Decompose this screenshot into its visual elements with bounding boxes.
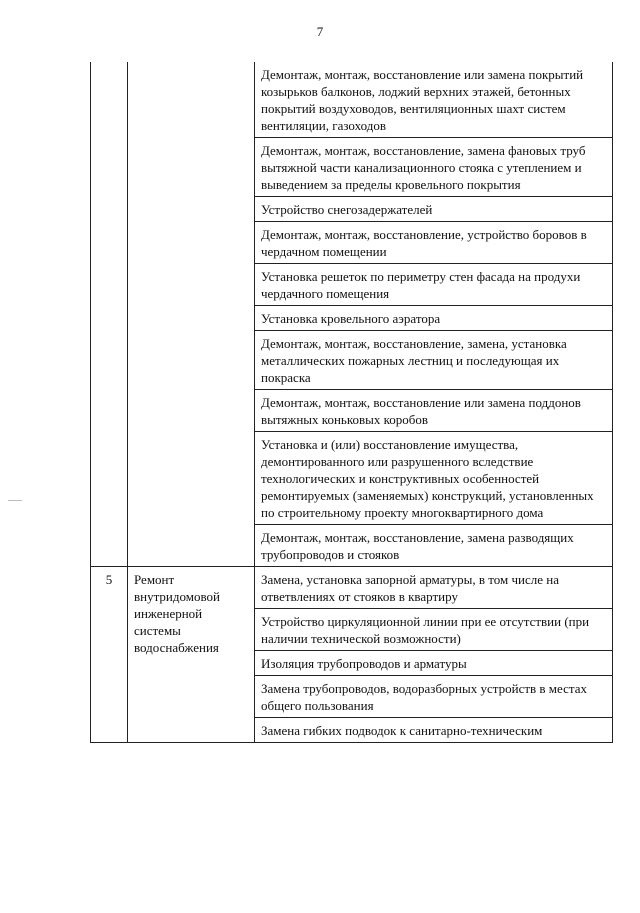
- margin-mark: [8, 500, 22, 501]
- row-number: [91, 222, 128, 264]
- work-description: Замена, установка запорной арматуры, в том числе на ответвлениях от стояков в квартиру: [255, 567, 613, 609]
- system-name: [128, 138, 255, 197]
- table-row: [91, 264, 613, 306]
- work-description: Демонтаж, монтаж, восстановление или замена покрытий козырьков балконов, лоджий верхних этажей, бетонных покрытий воздуховодов, вентиляционных шахт систем вентиляции, газоходов: [255, 62, 613, 138]
- work-description: Демонтаж, монтаж, восстановление, устройство боровов в чердачном помещении: [255, 222, 613, 264]
- system-name: [128, 222, 255, 264]
- row-number: [91, 197, 128, 222]
- system-name: [128, 525, 255, 567]
- table-row: [91, 197, 613, 222]
- system-name: [128, 432, 255, 525]
- row-number: [91, 62, 128, 138]
- row-number: [91, 138, 128, 197]
- table-row: [91, 62, 613, 138]
- table-row: [91, 306, 613, 331]
- system-name: Ремонт внутридомовой инженерной системы водоснабжения: [128, 567, 255, 743]
- work-description: Устройство циркуляционной линии при ее отсутствии (при наличии технической возможности): [255, 609, 613, 651]
- row-number: [91, 331, 128, 390]
- table-row: [91, 390, 613, 432]
- system-name: [128, 62, 255, 138]
- table-row: [91, 222, 613, 264]
- row-number: [91, 390, 128, 432]
- table-row: [91, 432, 613, 525]
- system-name: [128, 264, 255, 306]
- system-name: [128, 390, 255, 432]
- row-number: 5: [91, 567, 128, 743]
- table-row: [91, 331, 613, 390]
- work-description: Установка и (или) восстановление имущества, демонтированного или разрушенного вследствие технологических и конструктивных особенностей ремонтируемых (заменяемых) конструкций, установленных по строительному проекту многоквартирного дома: [255, 432, 613, 525]
- works-table: [90, 62, 613, 743]
- page-number: 7: [316, 24, 324, 39]
- work-description: Установка кровельного аэратора: [255, 306, 613, 331]
- work-description: Устройство снегозадержателей: [255, 197, 613, 222]
- row-number: [91, 432, 128, 525]
- work-description: Установка решеток по периметру стен фасада на продухи чердачного помещения: [255, 264, 613, 306]
- row-number: [91, 264, 128, 306]
- row-number: [91, 525, 128, 567]
- work-description: Демонтаж, монтаж, восстановление, замена разводящих трубопроводов и стояков: [255, 525, 613, 567]
- work-description: Демонтаж, монтаж, восстановление или замена поддонов вытяжных коньковых коробов: [255, 390, 613, 432]
- system-name: [128, 197, 255, 222]
- table-row: [91, 567, 613, 609]
- table-row: [91, 525, 613, 567]
- row-number: [91, 306, 128, 331]
- work-description: Демонтаж, монтаж, восстановление, замена, установка металлических пожарных лестниц и последующая их покраска: [255, 331, 613, 390]
- work-description: Замена гибких подводок к санитарно-техническим: [255, 718, 613, 743]
- work-description: Демонтаж, монтаж, восстановление, замена фановых труб вытяжной части канализационного стояка с утеплением и выведением за пределы кровельного покрытия: [255, 138, 613, 197]
- work-description: Изоляция трубопроводов и арматуры: [255, 651, 613, 676]
- system-name: [128, 331, 255, 390]
- work-description: Замена трубопроводов, водоразборных устройств в местах общего пользования: [255, 676, 613, 718]
- table-row: [91, 138, 613, 197]
- system-name: [128, 306, 255, 331]
